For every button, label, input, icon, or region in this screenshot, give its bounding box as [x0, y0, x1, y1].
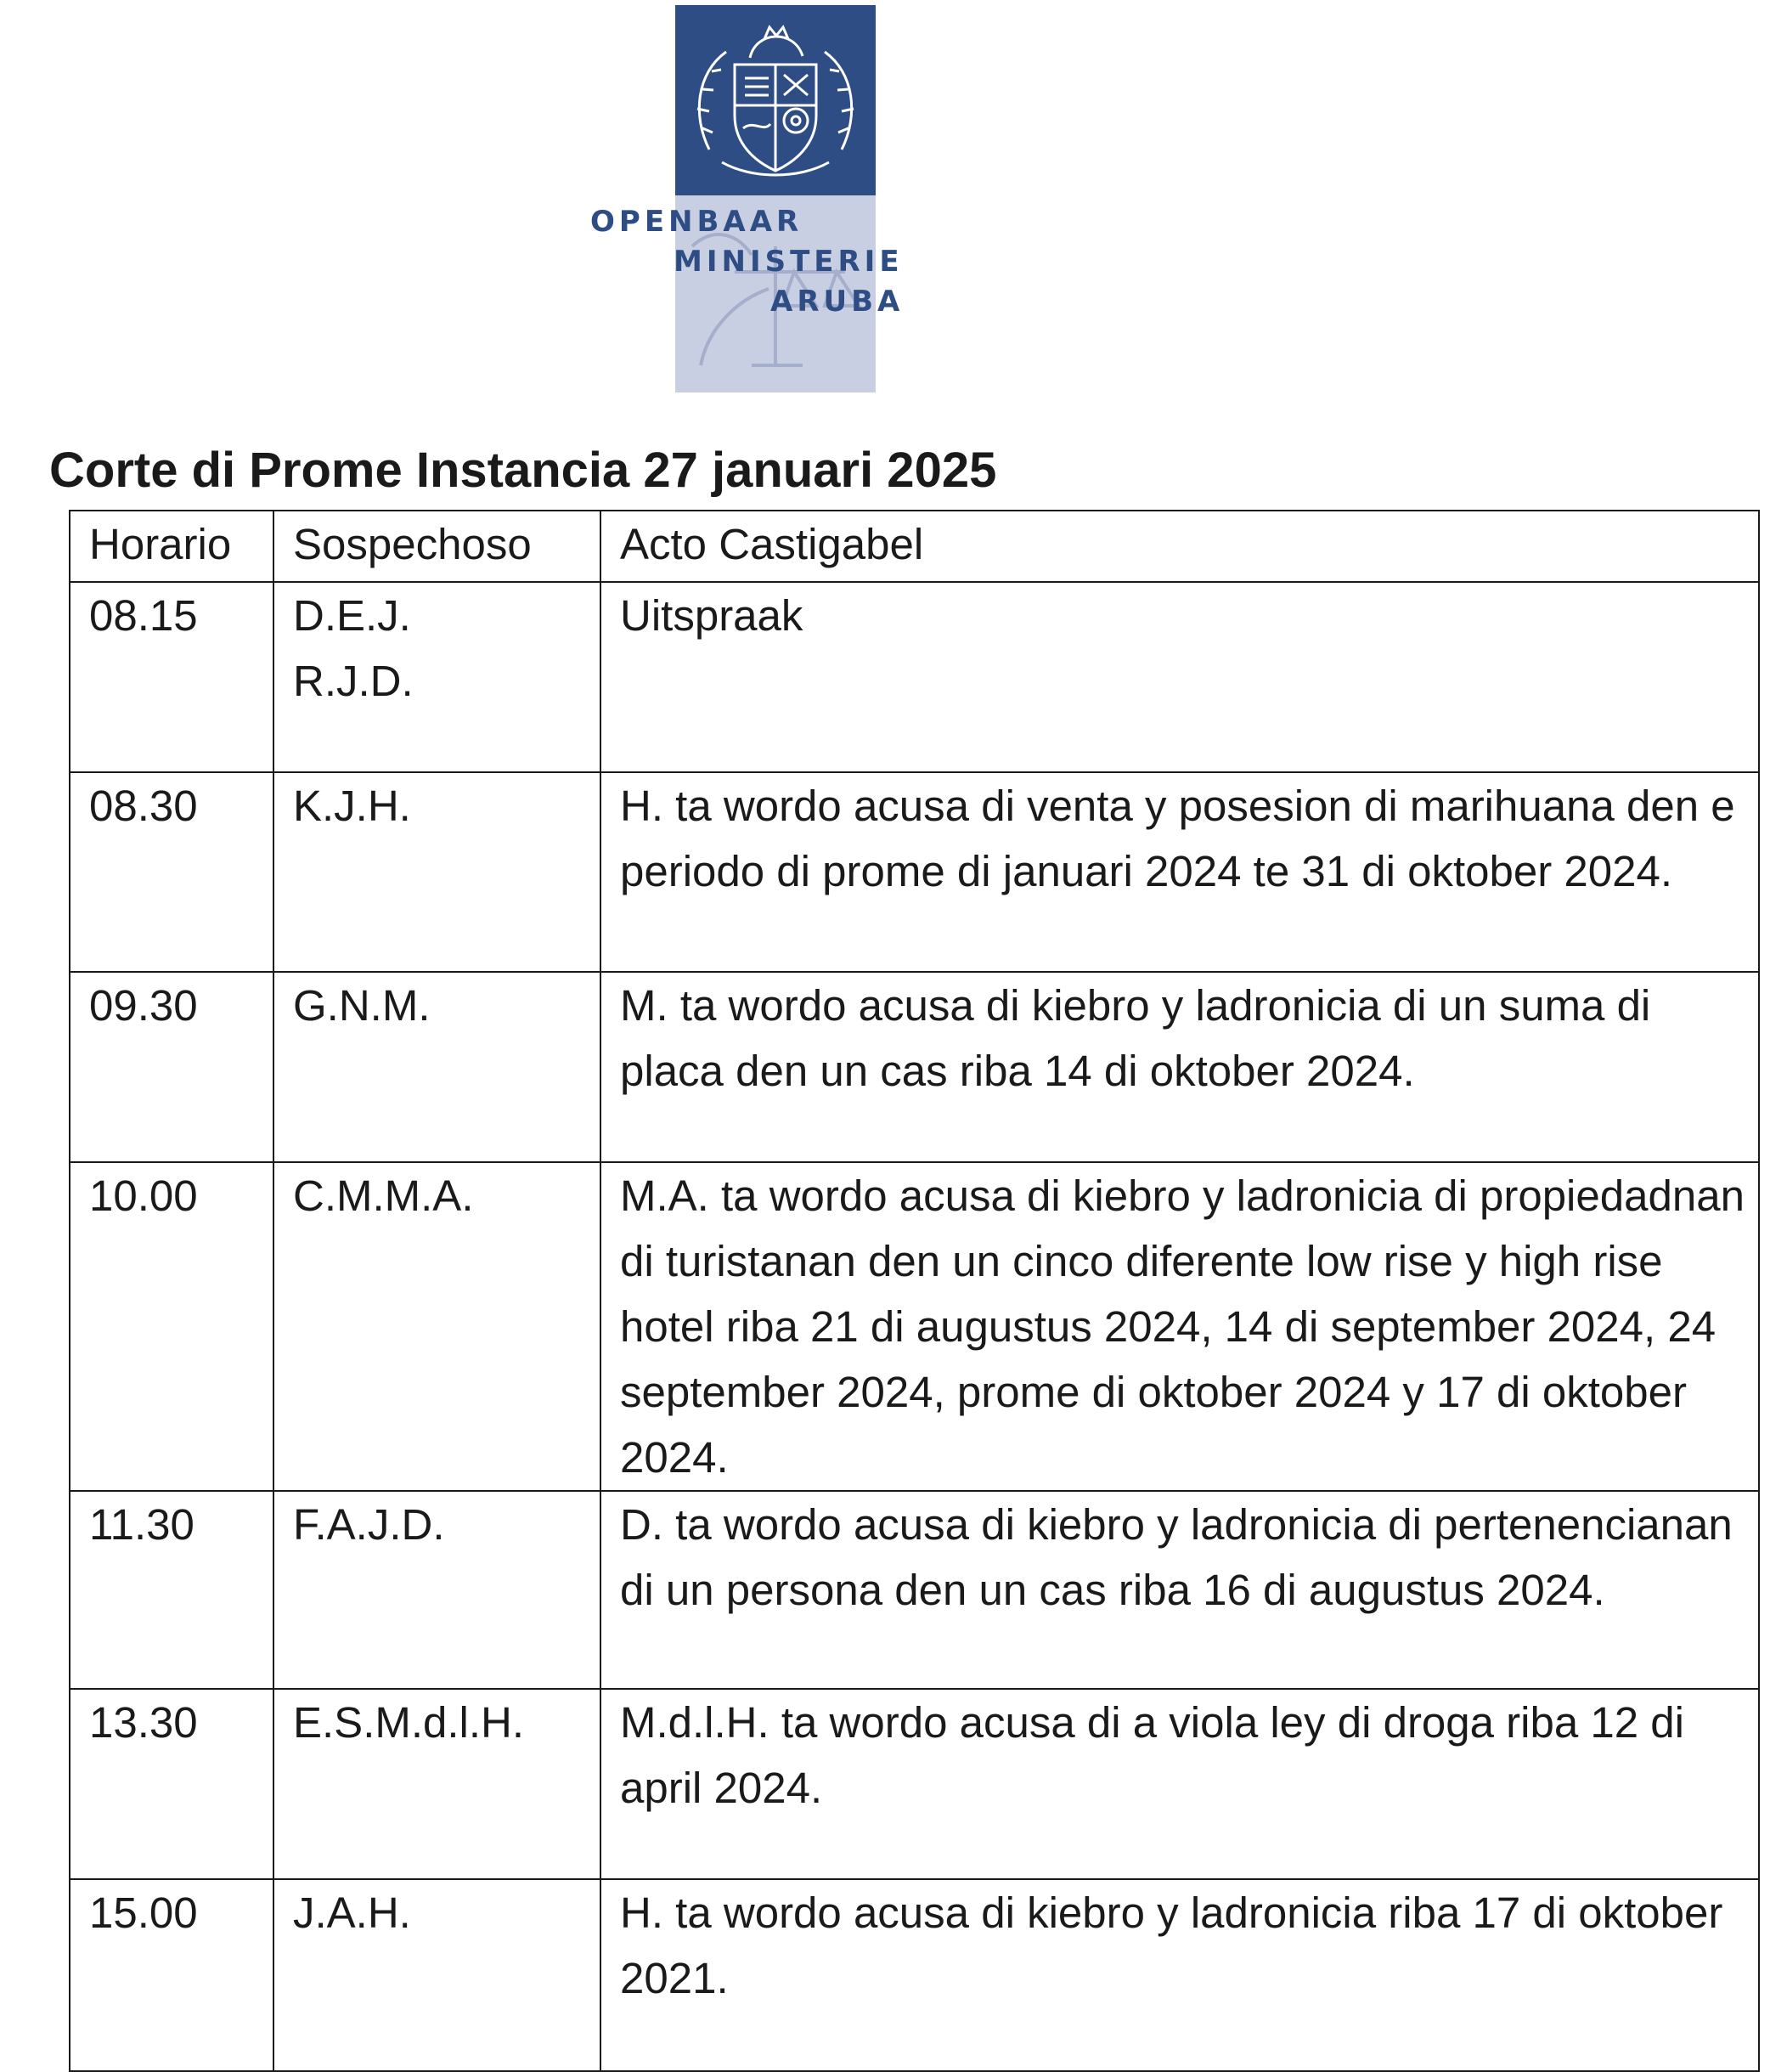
- time-cell: 09.30: [70, 972, 273, 1162]
- suspect-initials: E.S.M.d.l.H.: [293, 1698, 525, 1747]
- suspect-cell: [273, 1689, 600, 1879]
- logo-text-ministerie: MINISTERIE: [674, 245, 904, 279]
- suspect-initials: J.A.H.: [293, 1889, 411, 1937]
- suspect-cell: [273, 1879, 600, 2071]
- table-row: [70, 972, 1759, 1162]
- court-schedule-table: [69, 510, 1760, 2072]
- openbaar-ministerie-logo: [586, 5, 943, 392]
- table-row: [70, 772, 1759, 972]
- logo-text-aruba: ARUBA: [770, 285, 905, 319]
- column-header-suspect: Sospechoso: [273, 511, 600, 582]
- coat-of-arms-icon: [675, 5, 876, 195]
- table-row: [70, 1162, 1759, 1491]
- table-row: [70, 582, 1759, 772]
- table-row: [70, 1879, 1759, 2071]
- suspect-initials: R.J.D.: [293, 657, 414, 705]
- time-cell: 15.00: [70, 1879, 273, 2071]
- time-cell: 08.15: [70, 582, 273, 772]
- column-header-time: Horario: [70, 511, 273, 582]
- offense-cell: H. ta wordo acusa di venta y posesion di marihuana den e periodo di prome di januari 2024 te 31 di oktober 2024.: [600, 772, 1759, 972]
- offense-cell: M.d.l.H. ta wordo acusa di a viola ley di droga riba 12 di april 2024.: [600, 1689, 1759, 1879]
- offense-cell: M. ta wordo acusa di kiebro y ladronicia di un suma di placa den un cas riba 14 di oktober 2024.: [600, 972, 1759, 1162]
- suspect-initials: K.J.H.: [293, 782, 411, 830]
- suspect-cell: [273, 582, 600, 772]
- suspect-initials: D.E.J.: [293, 591, 411, 640]
- offense-cell: M.A. ta wordo acusa di kiebro y ladronicia di propiedadnan di turistanan den un cinco diferente low rise y high rise hotel riba 21 di augustus 2024, 14 di september 2024, 24 september 2024, prome di oktober 2024 y 17 di oktober 2024.: [600, 1162, 1759, 1491]
- suspect-initials: C.M.M.A.: [293, 1171, 474, 1220]
- suspect-cell: [273, 1491, 600, 1689]
- offense-cell: Uitspraak: [600, 582, 1759, 772]
- logo-text-openbaar: OPENBAAR: [590, 205, 803, 239]
- suspect-cell: [273, 1162, 600, 1491]
- suspect-cell: [273, 972, 600, 1162]
- column-header-offense: Acto Castigabel: [600, 511, 1759, 582]
- suspect-initials: G.N.M.: [293, 981, 431, 1030]
- table-header-row: [70, 511, 1759, 582]
- time-cell: 11.30: [70, 1491, 273, 1689]
- suspect-cell: [273, 772, 600, 972]
- time-cell: 08.30: [70, 772, 273, 972]
- suspect-initials: F.A.J.D.: [293, 1500, 445, 1549]
- offense-cell: H. ta wordo acusa di kiebro y ladronicia riba 17 di oktober 2021.: [600, 1879, 1759, 2071]
- page-title: Corte di Prome Instancia 27 januari 2025: [49, 443, 997, 498]
- offense-cell: D. ta wordo acusa di kiebro y ladronicia di pertenencianan di un persona den un cas riba 16 di augustus 2024.: [600, 1491, 1759, 1689]
- time-cell: 13.30: [70, 1689, 273, 1879]
- table-row: [70, 1491, 1759, 1689]
- table-row: [70, 1689, 1759, 1879]
- time-cell: 10.00: [70, 1162, 273, 1491]
